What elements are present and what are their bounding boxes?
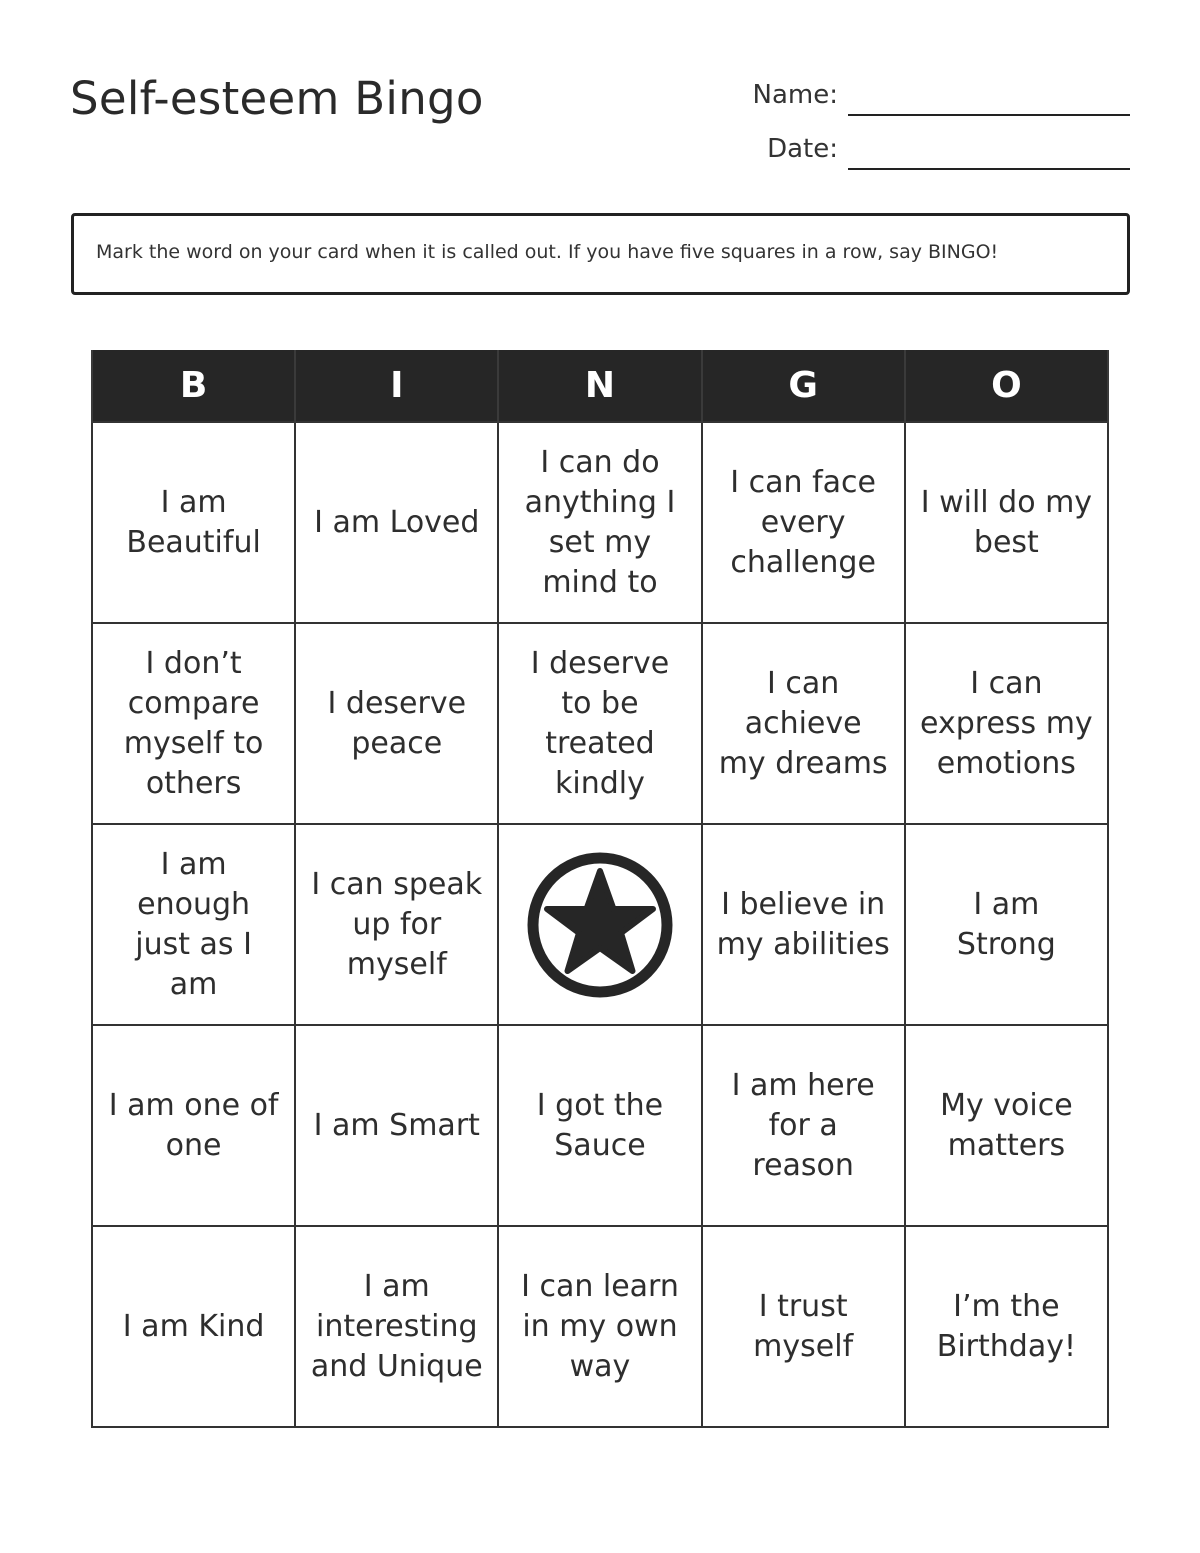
name-label: Name: — [752, 80, 838, 110]
bingo-square[interactable]: I don’t compare myself to others — [92, 623, 295, 824]
star-in-circle-icon — [525, 850, 675, 1000]
bingo-square[interactable]: I can learn in my own way — [498, 1226, 701, 1427]
bingo-row — [92, 1025, 1108, 1226]
bingo-square[interactable]: I am Smart — [295, 1025, 498, 1226]
page-title: Self-esteem Bingo — [70, 72, 484, 125]
bingo-letter-i: I — [295, 350, 498, 422]
date-field — [767, 130, 1130, 170]
bingo-square[interactable]: I can face every challenge — [702, 422, 905, 623]
bingo-square[interactable]: I am one of one — [92, 1025, 295, 1226]
bingo-square[interactable]: I can achieve my dreams — [702, 623, 905, 824]
bingo-square[interactable]: I am interesting and Unique — [295, 1226, 498, 1427]
bingo-square[interactable]: I am enough just as I am — [92, 824, 295, 1025]
free-space[interactable] — [498, 824, 701, 1025]
bingo-card — [91, 350, 1109, 1428]
bingo-square[interactable]: My voice matters — [905, 1025, 1108, 1226]
bingo-square[interactable]: I’m the Birthday! — [905, 1226, 1108, 1427]
bingo-square[interactable]: I am here for a reason — [702, 1025, 905, 1226]
bingo-letter-b: B — [92, 350, 295, 422]
bingo-square[interactable]: I am Loved — [295, 422, 498, 623]
bingo-square[interactable]: I believe in my abilities — [702, 824, 905, 1025]
instructions-box — [71, 213, 1130, 295]
bingo-row — [92, 422, 1108, 623]
name-line — [848, 76, 1130, 116]
bingo-square[interactable]: I can do anything I set my mind to — [498, 422, 701, 623]
bingo-square[interactable]: I deserve to be treated kindly — [498, 623, 701, 824]
bingo-header-row — [92, 350, 1108, 422]
bingo-square[interactable]: I can express my emotions — [905, 623, 1108, 824]
bingo-square[interactable]: I am Beautiful — [92, 422, 295, 623]
bingo-square[interactable]: I am Kind — [92, 1226, 295, 1427]
bingo-row — [92, 623, 1108, 824]
bingo-square[interactable]: I trust myself — [702, 1226, 905, 1427]
bingo-square[interactable]: I can speak up for myself — [295, 824, 498, 1025]
bingo-letter-g: G — [702, 350, 905, 422]
bingo-row — [92, 824, 1108, 1025]
date-label: Date: — [767, 134, 838, 164]
date-line — [848, 130, 1130, 170]
instructions-text: Mark the word on your card when it is called out. If you have five squares in a row, say BINGO! — [96, 241, 999, 263]
bingo-square[interactable]: I deserve peace — [295, 623, 498, 824]
bingo-square[interactable]: I will do my best — [905, 422, 1108, 623]
bingo-letter-n: N — [498, 350, 701, 422]
bingo-row — [92, 1226, 1108, 1427]
bingo-square[interactable]: I am Strong — [905, 824, 1108, 1025]
bingo-square[interactable]: I got the Sauce — [498, 1025, 701, 1226]
bingo-letter-o: O — [905, 350, 1108, 422]
name-field — [753, 76, 1130, 116]
